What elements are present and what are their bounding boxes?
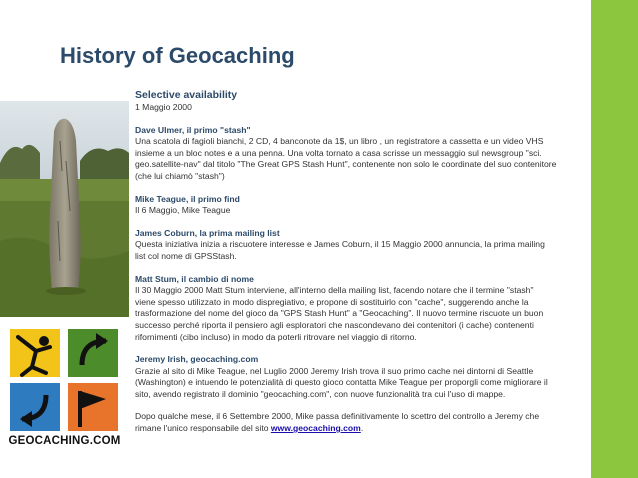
- block-heading: Matt Stum, il cambio di nome: [135, 273, 254, 284]
- block-line: Una scatola di fagioli bianchi, 2 CD, 4 banconote da 1$, un libro , un registratore a cassetta e un video VHS: [135, 136, 544, 147]
- geocaching-logo: [6, 325, 123, 451]
- block-heading: Mike Teague, il primo find: [135, 193, 240, 204]
- closing-line: Dopo qualche mese, il 6 Settembre 2000, Mike passa definitivamente lo scettro del controllo a Jeremy che: [135, 411, 540, 422]
- block-line: rifornimenti (cibo incluso) in modo da poterli ritrovare nel viaggio di ritorno.: [135, 331, 417, 342]
- closing-suffix: .: [360, 423, 364, 434]
- block-line: Questa iniziativa inizia a riscuotere interesse e James Coburn, il 15 Maggio 2000 annuncia, la prima mailing: [135, 239, 545, 250]
- standing-stone-photo: [0, 101, 129, 317]
- block-line: viene spesso utilizzato in modo dispregiativo, e propone di sostituirlo con "cache", suggerendo anche la: [135, 296, 529, 307]
- block-line: Il 30 Maggio 2000 Matt Stum interviene, all'interno della mailing list, facendo notare che il termine "stash": [135, 285, 534, 296]
- block-heading: Jeremy Irish, geocaching.com: [135, 354, 259, 365]
- block-line: Grazie al sito di Mike Teague, nel Luglio 2000 Jeremy Irish trova il suo primo cache nei dintorni di Seattle: [135, 365, 534, 376]
- geocaching-link[interactable]: www.geocaching.com: [270, 423, 361, 434]
- block-line: list col nome di GPSStash.: [135, 250, 237, 261]
- closing-line-2: [135, 423, 580, 435]
- block-line: successo perché riporta il pensiero agli esploratori che nascondevano dei contenitori (i cache) contenenti: [135, 319, 534, 330]
- block-line: insieme a un bloc notes e a una penna. Una volta tornato a casa scrisse un messaggio sul newsgroup "sci.: [135, 147, 542, 158]
- closing-prefix: rimane l'unico responsabile del sito: [135, 423, 271, 434]
- block-line: sito, avendo registrato il dominio "geocaching.com", con nuove funzionalità tra cui l'uso di mappe.: [135, 388, 506, 399]
- block-line: (Washington) e intuendo le potenzialità di questo gioco contatta Mike Teague per proporgli come migliorare il: [135, 377, 548, 388]
- block-heading: Dave Ulmer, il primo "stash": [135, 124, 251, 135]
- logo-label: GEOCACHING.COM: [8, 435, 121, 447]
- block-heading: James Coburn, la prima mailing list: [135, 227, 280, 238]
- block-line: Il 6 Maggio, Mike Teague: [135, 205, 231, 216]
- block-line: (che lui chiamò "stash"): [135, 170, 225, 181]
- accent-sidebar: [591, 0, 638, 478]
- block-line: trasformazione del nome del gioco da "GPS Stash Hunt" a "Geocaching". Il nuovo termine riscuote un buon: [135, 308, 544, 319]
- section-date: 1 Maggio 2000: [135, 102, 192, 112]
- block-line: geo.satellite-nav" dal titolo "The Great GPS Stash Hunt", contenente non solo le coordinate del suo contenitore: [135, 159, 557, 170]
- content-body: [135, 88, 580, 435]
- section-title: Selective availability: [135, 89, 238, 101]
- slide-title: History of Geocaching: [60, 43, 295, 68]
